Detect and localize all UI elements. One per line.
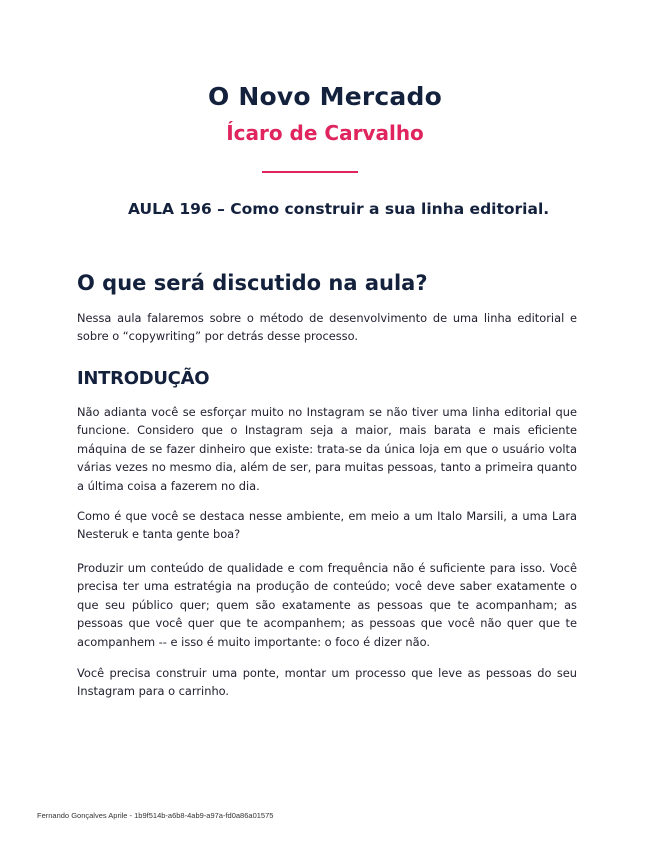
lesson-title: AULA 196 – Como construir a sua linha editorial.: [128, 200, 550, 218]
section-heading-question: O que será discutido na aula?: [77, 271, 428, 295]
title-divider: [262, 171, 358, 173]
author-name: Ícaro de Carvalho: [226, 121, 424, 145]
body-paragraph: Como é que você se destaca nesse ambiente, em meio a um Italo Marsili, a uma Lara Nesteruk e tanta gente boa?: [77, 509, 577, 542]
section-heading-introduction: INTRODUÇÃO: [77, 368, 210, 389]
body-paragraph: Não adianta você se esforçar muito no Instagram se não tiver uma linha editorial que funcione. Considero que o Instagram seja a maior, mais barata e mais eficiente máquina de se fazer dinheiro que existe: trata-se da única loja em que o usuário volta várias vezes no mesmo dia, além de ser, para muitas pessoas, tanto a primeira quanto a última coisa a fazerem no dia.: [77, 405, 577, 493]
body-paragraph: Produzir um conteúdo de qualidade e com frequência não é suficiente para isso. Você precisa ter uma estratégia na produção de conteúdo; você deve saber exatamente o que seu público quer; quem são exatamente as pessoas que te acompanham; as pessoas que você quer que te acompanhem; as pessoas que você não quer que te acompanhem -- e isso é muito importante: o foco é dizer não.: [77, 561, 577, 649]
summary-paragraph: Nessa aula falaremos sobre o método de desenvolvimento de uma linha editorial e sobre o “copywriting” por detrás desse processo.: [77, 311, 577, 344]
document-title: O Novo Mercado: [208, 82, 442, 111]
page-footer-watermark: Fernando Gonçalves Aprile - 1b9f514b-a6b8-4ab9-a97a-fd0a86a01575: [37, 811, 274, 820]
body-paragraph: Você precisa construir uma ponte, montar um processo que leve as pessoas do seu Instagram para o carrinho.: [77, 666, 577, 699]
